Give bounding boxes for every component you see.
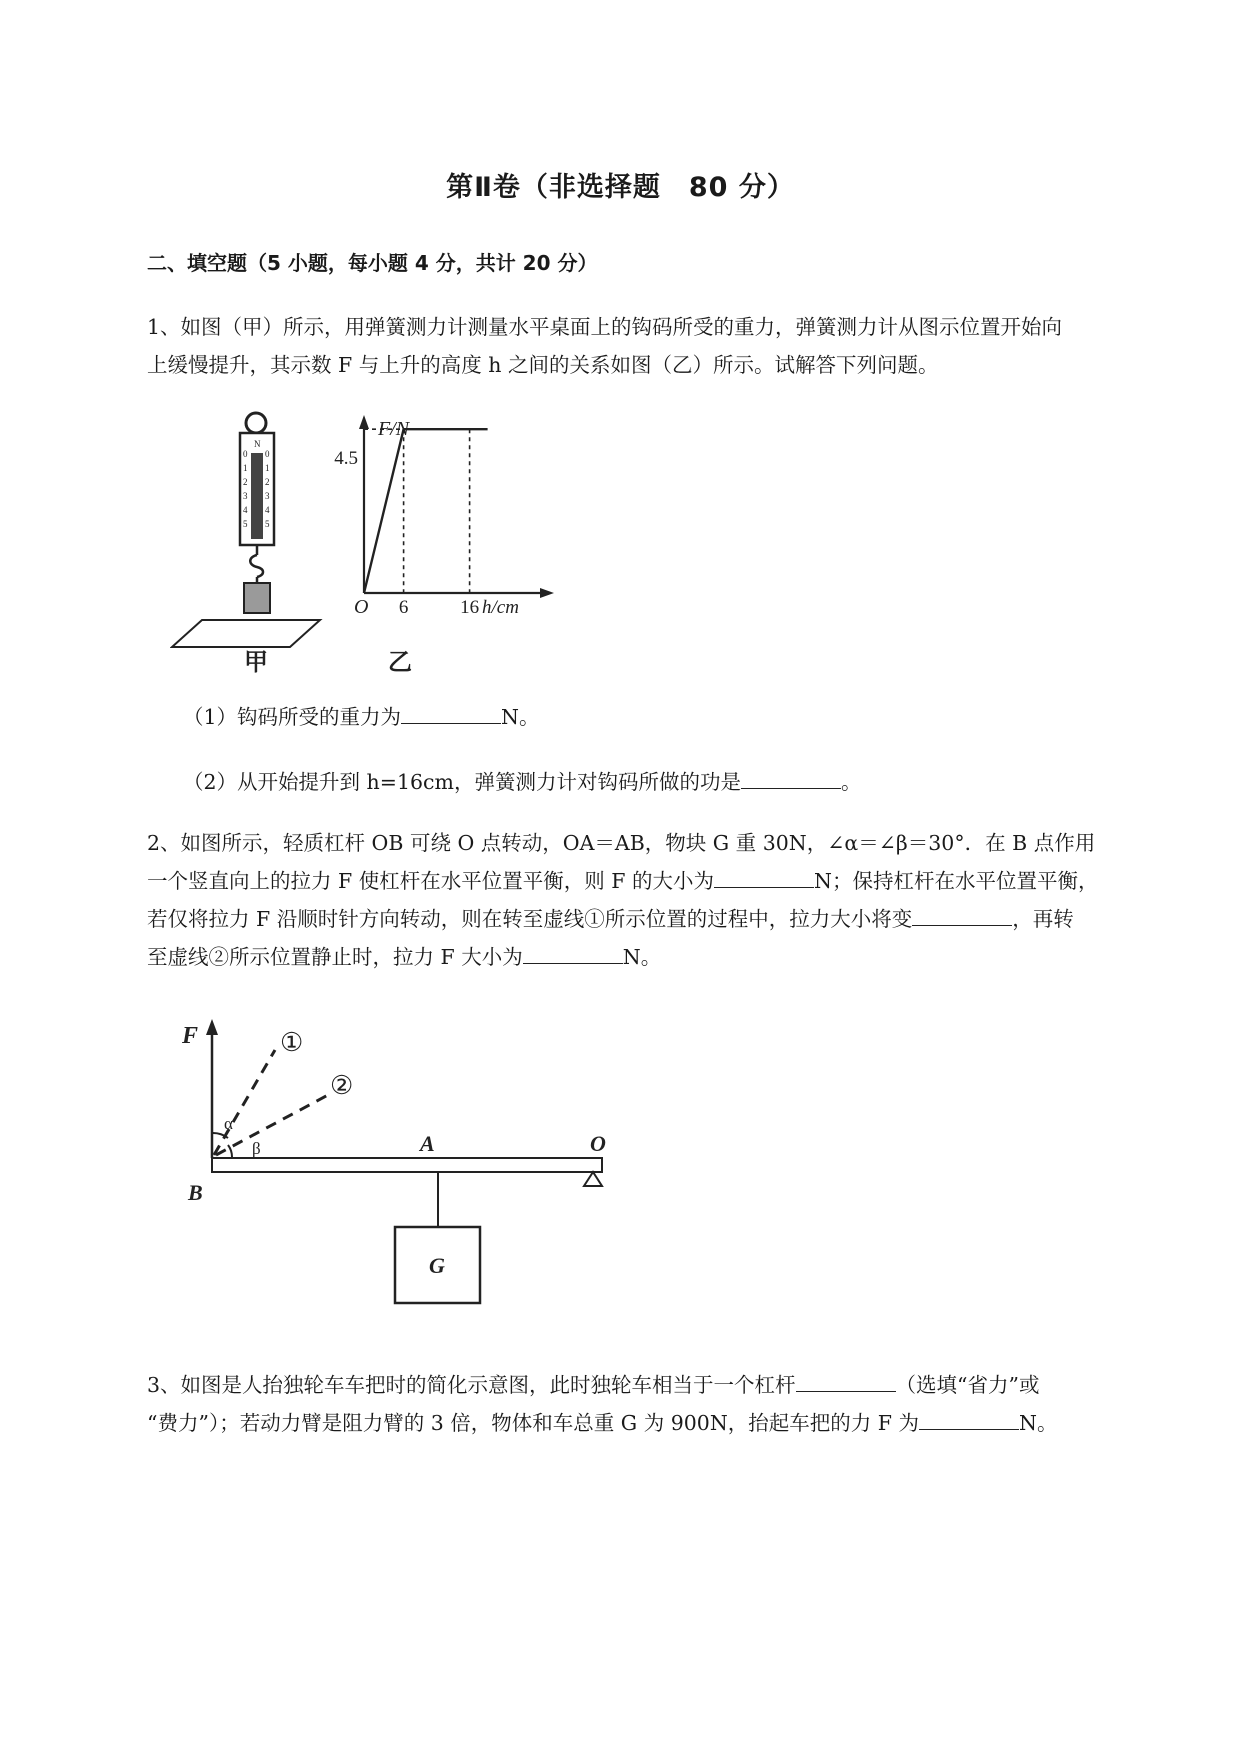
q1-subquestion-1 xyxy=(183,700,539,730)
q2-line1: 2、如图所示，轻质杠杆 OB 可绕 O 点转动，OA＝AB，物块 G 重 30N，∠α＝∠β＝30°．在 B 点作用 xyxy=(147,831,1096,855)
alpha-label: α xyxy=(224,1114,233,1133)
scale-tick: 5 xyxy=(265,519,270,529)
point-o-label: O xyxy=(590,1131,606,1156)
q2-line4: 至虚线②所示位置静止时，拉力 F 大小为 N。 xyxy=(147,945,662,969)
answer-blank[interactable] xyxy=(912,905,1012,926)
y-axis-label: F/N xyxy=(378,418,410,440)
scale-tick: 1 xyxy=(243,463,248,473)
origin-label: O xyxy=(354,596,369,618)
q3-line2: “费力”）；若动力臂是阻力臂的 3 倍，物体和车总重 G 为 900N，抬起车把的力 F 为 N。 xyxy=(147,1411,1058,1435)
question-1 xyxy=(147,308,1157,384)
dashed-line-1 xyxy=(214,1050,275,1155)
point-b-label: B xyxy=(188,1180,203,1205)
scale-tick: 0 xyxy=(265,449,270,459)
question-3 xyxy=(147,1366,1157,1442)
scale-tick: 2 xyxy=(243,477,248,487)
figure-label-jia: 甲 xyxy=(244,648,268,675)
scale-tick: 3 xyxy=(265,491,270,501)
q1-sub2-end: 。 xyxy=(840,770,862,794)
plot-area xyxy=(364,429,488,593)
x-tick-label: 16 xyxy=(460,597,480,618)
scale-tick: 4 xyxy=(265,505,270,515)
force-label: F xyxy=(182,1023,199,1049)
q2-line3: 若仅将拉力 F 沿顺时针方向转动，则在转至虚线①所示位置的过程中，拉力大小将变 ，再转 xyxy=(147,907,1074,931)
scale-tick: 1 xyxy=(265,463,270,473)
question-2 xyxy=(147,824,1157,976)
figure-yi-chart xyxy=(322,405,562,675)
scale-tick: 3 xyxy=(243,491,248,501)
answer-blank[interactable] xyxy=(741,768,841,789)
q1-sub1-text: （1）钩码所受的重力为 xyxy=(183,705,402,729)
beta-label: β xyxy=(252,1139,261,1158)
figure-lever xyxy=(170,1005,690,1315)
q3-line1: 3、如图是人抬独轮车车把时的简化示意图，此时独轮车相当于一个杠杆 （选填“省力”或 xyxy=(147,1373,1040,1397)
scale-top-letter: N xyxy=(254,439,261,449)
weight-block xyxy=(244,583,270,613)
figure-label-yi: 乙 xyxy=(388,648,412,675)
position-1-label: ① xyxy=(280,1028,304,1057)
answer-blank[interactable] xyxy=(523,943,623,964)
q1-line2: 上缓慢提升，其示数 F 与上升的高度 h 之间的关系如图（乙）所示。试解答下列问题。 xyxy=(147,353,939,377)
answer-blank[interactable] xyxy=(796,1371,896,1392)
pivot-icon xyxy=(584,1172,602,1186)
q1-sub1-unit: N。 xyxy=(501,705,540,729)
hook-icon xyxy=(250,555,263,577)
scale-tick: 0 xyxy=(243,449,248,459)
table-surface xyxy=(172,620,320,647)
q1-sub2-text: （2）从开始提升到 h=16cm，弹簧测力计对钩码所做的功是 xyxy=(183,770,741,794)
scale-tick: 4 xyxy=(243,505,248,515)
position-2-label: ② xyxy=(330,1071,354,1100)
y-tick-label: 4.5 xyxy=(334,448,358,469)
beta-arc xyxy=(228,1145,232,1157)
answer-blank[interactable] xyxy=(714,867,814,888)
x-tick-label: 6 xyxy=(398,597,409,618)
page-title: 第Ⅱ卷（非选择题 80 分） xyxy=(446,172,795,203)
scale-tick: 5 xyxy=(243,519,248,529)
lever-bar xyxy=(212,1158,602,1172)
q2-line2: 一个竖直向上的拉力 F 使杠杆在水平位置平衡，则 F 的大小为 N；保持杠杆在水平位置平衡， xyxy=(147,869,1099,893)
point-a-label: A xyxy=(420,1131,435,1156)
y-axis-arrow-icon xyxy=(359,415,369,429)
section-heading: 二、填空题（5 小题，每小题 4 分，共计 20 分） xyxy=(147,251,598,275)
block-g-label: G xyxy=(429,1253,445,1278)
x-axis-label: h/cm xyxy=(482,597,519,618)
answer-blank[interactable] xyxy=(919,1409,1019,1430)
x-axis-arrow-icon xyxy=(540,588,554,598)
scale-tick: 2 xyxy=(265,477,270,487)
q1-subquestion-2 xyxy=(183,765,861,795)
force-arrow-head-icon xyxy=(206,1019,218,1035)
answer-blank[interactable] xyxy=(401,703,501,724)
q1-line1: 1、如图（甲）所示，用弹簧测力计测量水平桌面上的钩码所受的重力，弹簧测力计从图示位置开始向 xyxy=(147,315,1063,339)
